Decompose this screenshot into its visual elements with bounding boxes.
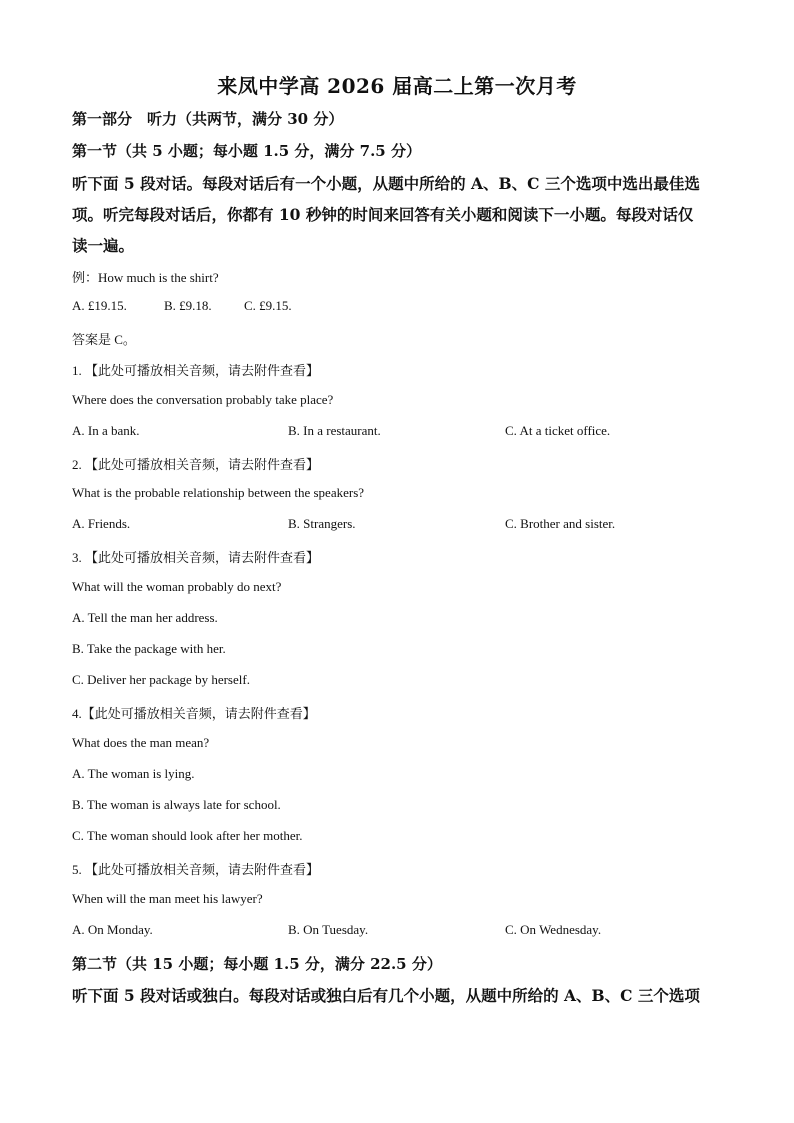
part1-heading: 第一部分 听力（共两节，满分 30 分） [72, 110, 344, 128]
section2-instruction-line: 听下面 5 段对话或独白。每段对话或独白后有几个小题，从题中所给的 A、B、C 三个选项 [72, 986, 700, 1005]
option-b: B. Strangers. [288, 516, 356, 531]
question-text: What does the man mean? [72, 735, 210, 750]
option-c: C. Brother and sister. [505, 516, 616, 531]
question-text: What will the woman probably do next? [72, 579, 282, 594]
option-a: A. Tell the man her address. [72, 610, 218, 625]
section1-heading: 第一节（共 5 小题；每小题 1.5 分，满分 7.5 分） [72, 142, 421, 160]
option-c: C. Deliver her package by herself. [72, 672, 250, 687]
section1-instruction-line: 项。听完每段对话后，你都有 10 秒钟的时间来回答有关小题和阅读下一小题。每段对话仅 [72, 205, 694, 224]
question-audio-placeholder: 4.【此处可播放相关音频，请去附件查看】 [72, 706, 316, 721]
option-c: C. At a ticket office. [505, 423, 611, 438]
example-option-b: B. £9.18. [164, 298, 212, 313]
section1-instruction-line: 读一遍。 [72, 236, 135, 255]
option-c: C. The woman should look after her mother. [72, 828, 303, 843]
option-b: B. On Tuesday. [288, 922, 369, 937]
question-text: When will the man meet his lawyer? [72, 891, 263, 906]
question-audio-placeholder: 3. 【此处可播放相关音频，请去附件查看】 [72, 550, 320, 565]
example-option-c: C. £9.15. [244, 298, 292, 313]
question-text: What is the probable relationship between the speakers? [72, 485, 365, 500]
question-audio-placeholder: 5. 【此处可播放相关音频，请去附件查看】 [72, 862, 320, 877]
section2-heading: 第二节（共 15 小题；每小题 1.5 分，满分 22.5 分） [72, 955, 442, 973]
option-a: A. In a bank. [72, 423, 140, 438]
option-a: A. On Monday. [72, 922, 153, 937]
option-b: B. The woman is always late for school. [72, 797, 281, 812]
option-a: A. Friends. [72, 516, 131, 531]
question-audio-placeholder: 1. 【此处可播放相关音频，请去附件查看】 [72, 363, 320, 378]
option-b: B. In a restaurant. [288, 423, 381, 438]
example-question: 例：How much is the shirt? [72, 270, 219, 285]
option-a: A. The woman is lying. [72, 766, 195, 781]
option-b: B. Take the package with her. [72, 641, 226, 656]
example-answer: 答案是 C。 [72, 332, 136, 347]
question-audio-placeholder: 2. 【此处可播放相关音频，请去附件查看】 [72, 457, 320, 472]
example-option-a: A. £19.15. [72, 298, 127, 313]
section1-instruction-line: 听下面 5 段对话。每段对话后有一个小题，从题中所给的 A、B、C 三个选项中选出最佳选 [72, 174, 700, 193]
exam-title: 来凤中学高 2026 届高二上第一次月考 [217, 74, 577, 98]
option-c: C. On Wednesday. [505, 922, 602, 937]
question-text: Where does the conversation probably take place? [72, 392, 334, 407]
